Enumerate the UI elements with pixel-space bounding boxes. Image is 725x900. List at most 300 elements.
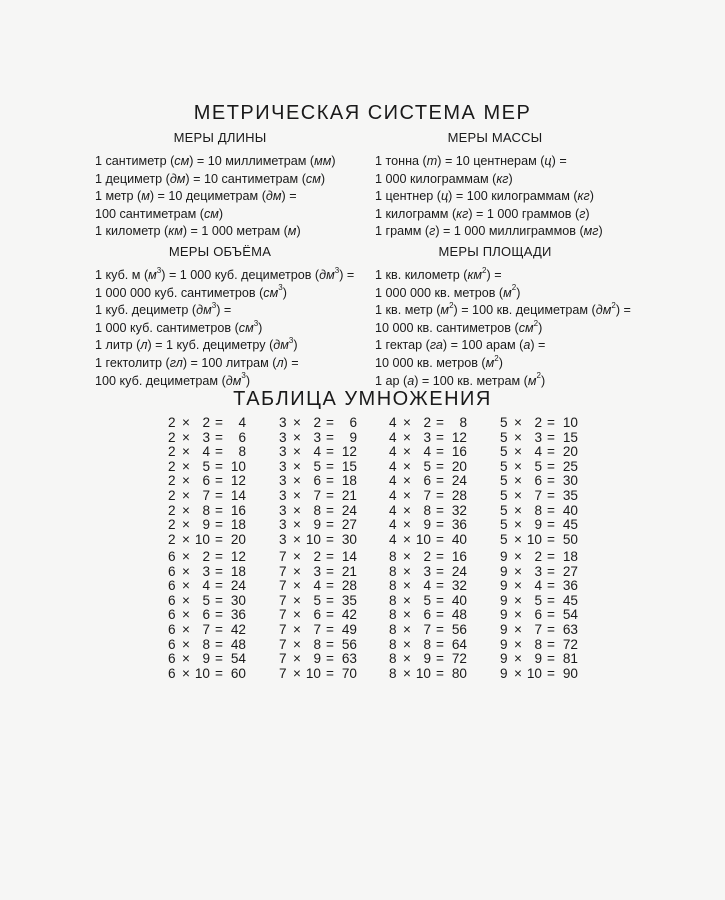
measure-line: 1 куб. м $(м^3) = 1$ 000 куб. дециметров $(дм^3)$ = bbox=[95, 265, 355, 282]
multiplier: 5 bbox=[313, 458, 321, 474]
equals-sign: = bbox=[547, 444, 555, 460]
equals-sign: = bbox=[547, 458, 555, 474]
equals-sign: = bbox=[436, 578, 444, 594]
operator: × bbox=[403, 429, 411, 445]
factor: 8 bbox=[389, 651, 397, 667]
product: 12 bbox=[230, 549, 246, 564]
multiplication-row bbox=[279, 594, 379, 609]
equals-sign: = bbox=[326, 531, 334, 547]
multiplier: 5 bbox=[313, 592, 321, 608]
measure-line: 1 куб. дециметр $(дм^3)$ = bbox=[95, 301, 232, 318]
operator: × bbox=[403, 444, 411, 460]
equals-sign: = bbox=[436, 473, 444, 489]
operator: × bbox=[514, 487, 522, 503]
equals-sign: = bbox=[215, 487, 223, 503]
section-heading: МЕРЫ МАССЫ bbox=[447, 130, 543, 145]
product: 63 bbox=[341, 651, 357, 667]
factor: 8 bbox=[389, 636, 397, 652]
multiplication-block-7 bbox=[279, 550, 379, 681]
operator: × bbox=[403, 531, 411, 547]
operator: × bbox=[403, 502, 411, 518]
operator: × bbox=[182, 665, 190, 681]
equals-sign: = bbox=[547, 531, 555, 547]
section-lines bbox=[95, 267, 385, 390]
factor: 8 bbox=[389, 578, 397, 594]
operator: × bbox=[293, 473, 301, 489]
multiplication-row bbox=[279, 445, 379, 460]
operator: × bbox=[403, 636, 411, 652]
multiplication-row bbox=[168, 518, 268, 533]
equals-sign: = bbox=[326, 636, 334, 652]
multiplication-row bbox=[279, 460, 379, 475]
operator: × bbox=[182, 444, 190, 460]
multiplier: 9 bbox=[202, 517, 210, 533]
multiplication-row bbox=[500, 489, 600, 504]
operator: × bbox=[293, 651, 301, 667]
product: 16 bbox=[451, 444, 467, 460]
section-heading: МЕРЫ ОБЪЁМА bbox=[168, 244, 272, 259]
multiplication-row bbox=[389, 565, 489, 580]
factor: 3 bbox=[279, 415, 287, 430]
multiplication-row bbox=[389, 489, 489, 504]
product: 18 bbox=[341, 473, 357, 489]
product: 21 bbox=[341, 487, 357, 503]
multiplication-row bbox=[389, 638, 489, 653]
product: 35 bbox=[562, 487, 578, 503]
operator: × bbox=[182, 415, 190, 430]
factor: 2 bbox=[168, 531, 176, 547]
factor: 4 bbox=[389, 415, 397, 430]
product: 48 bbox=[451, 607, 467, 623]
operator: × bbox=[182, 473, 190, 489]
factor: 8 bbox=[389, 621, 397, 637]
multiplication-row bbox=[500, 667, 600, 682]
product: 24 bbox=[230, 578, 246, 594]
factor: 9 bbox=[500, 636, 508, 652]
measure-line: 1 000 000 кв. метров $(м^2)$ bbox=[375, 283, 521, 300]
factor: 4 bbox=[389, 531, 397, 547]
operator: × bbox=[293, 592, 301, 608]
operator: × bbox=[182, 549, 190, 564]
equals-sign: = bbox=[547, 578, 555, 594]
multiplier: 7 bbox=[423, 621, 431, 637]
factor: 7 bbox=[279, 651, 287, 667]
equals-sign: = bbox=[547, 563, 555, 579]
multiplication-row bbox=[500, 652, 600, 667]
factor: 5 bbox=[500, 502, 508, 518]
operator: × bbox=[403, 563, 411, 579]
operator: × bbox=[403, 607, 411, 623]
product: 18 bbox=[230, 517, 246, 533]
equals-sign: = bbox=[326, 473, 334, 489]
operator: × bbox=[293, 621, 301, 637]
operator: × bbox=[403, 651, 411, 667]
factor: 7 bbox=[279, 636, 287, 652]
product: 35 bbox=[341, 592, 357, 608]
multiplier: 6 bbox=[202, 607, 210, 623]
multiplier: 6 bbox=[313, 607, 321, 623]
multiplication-row bbox=[389, 608, 489, 623]
factor: 5 bbox=[500, 444, 508, 460]
multiplier: 3 bbox=[534, 563, 542, 579]
factor: 6 bbox=[168, 665, 176, 681]
measure-line: 1 000 килограммам (кг) bbox=[375, 171, 513, 186]
operator: × bbox=[514, 444, 522, 460]
multiplication-row bbox=[389, 623, 489, 638]
factor: 3 bbox=[279, 531, 287, 547]
product: 42 bbox=[341, 607, 357, 623]
measure-line: 1 сантиметр (см) = 10 миллиметрам (мм) bbox=[95, 154, 336, 168]
product: 15 bbox=[562, 429, 578, 445]
factor: 2 bbox=[168, 517, 176, 533]
product: 70 bbox=[341, 665, 357, 681]
multiplier: 4 bbox=[202, 444, 210, 460]
product: 32 bbox=[451, 502, 467, 518]
factor: 3 bbox=[279, 458, 287, 474]
factor: 5 bbox=[500, 429, 508, 445]
product: 9 bbox=[349, 429, 357, 445]
multiplier: 2 bbox=[534, 415, 542, 430]
multiplication-row bbox=[168, 667, 268, 682]
multiplication-row bbox=[500, 431, 600, 446]
multiplication-block-5 bbox=[500, 416, 600, 547]
operator: × bbox=[403, 487, 411, 503]
operator: × bbox=[293, 578, 301, 594]
factor: 7 bbox=[279, 578, 287, 594]
equals-sign: = bbox=[215, 502, 223, 518]
multiplier: 8 bbox=[423, 502, 431, 518]
operator: × bbox=[293, 563, 301, 579]
multiplication-row bbox=[279, 565, 379, 580]
equals-sign: = bbox=[436, 651, 444, 667]
operator: × bbox=[514, 607, 522, 623]
operator: × bbox=[182, 578, 190, 594]
equals-sign: = bbox=[547, 429, 555, 445]
operator: × bbox=[514, 549, 522, 564]
multiplication-row bbox=[279, 608, 379, 623]
multiplication-row bbox=[500, 504, 600, 519]
operator: × bbox=[514, 621, 522, 637]
multiplier: 8 bbox=[313, 636, 321, 652]
operator: × bbox=[403, 549, 411, 564]
factor: 8 bbox=[389, 592, 397, 608]
multiplication-block-9 bbox=[500, 550, 600, 681]
factor: 9 bbox=[500, 578, 508, 594]
equals-sign: = bbox=[215, 517, 223, 533]
product: 40 bbox=[451, 531, 467, 547]
operator: × bbox=[182, 563, 190, 579]
equals-sign: = bbox=[215, 531, 223, 547]
factor: 9 bbox=[500, 592, 508, 608]
section-mass-measures bbox=[375, 130, 665, 241]
factor: 4 bbox=[389, 487, 397, 503]
product: 72 bbox=[451, 651, 467, 667]
product: 36 bbox=[451, 517, 467, 533]
multiplier: 9 bbox=[534, 517, 542, 533]
operator: × bbox=[293, 415, 301, 430]
factor: 6 bbox=[168, 621, 176, 637]
multiplication-row bbox=[500, 623, 600, 638]
factor: 2 bbox=[168, 502, 176, 518]
operator: × bbox=[403, 458, 411, 474]
operator: × bbox=[403, 473, 411, 489]
section-lines bbox=[375, 153, 665, 241]
multiplier: 3 bbox=[313, 429, 321, 445]
multiplication-row bbox=[500, 608, 600, 623]
multiplication-row bbox=[168, 504, 268, 519]
factor: 4 bbox=[389, 473, 397, 489]
operator: × bbox=[403, 517, 411, 533]
multiplier: 5 bbox=[534, 592, 542, 608]
product: 12 bbox=[341, 444, 357, 460]
equals-sign: = bbox=[436, 563, 444, 579]
multiplication-row bbox=[389, 594, 489, 609]
equals-sign: = bbox=[547, 607, 555, 623]
multiplication-row bbox=[500, 594, 600, 609]
product: 36 bbox=[562, 578, 578, 594]
equals-sign: = bbox=[215, 563, 223, 579]
measure-line: 1 гектолитр (гл) = 100 литрам (л) = bbox=[95, 355, 299, 370]
operator: × bbox=[182, 502, 190, 518]
multiplication-row bbox=[168, 608, 268, 623]
operator: × bbox=[293, 517, 301, 533]
operator: × bbox=[293, 458, 301, 474]
factor: 4 bbox=[389, 502, 397, 518]
equals-sign: = bbox=[436, 517, 444, 533]
factor: 9 bbox=[500, 665, 508, 681]
operator: × bbox=[293, 549, 301, 564]
product: 21 bbox=[341, 563, 357, 579]
factor: 4 bbox=[389, 444, 397, 460]
operator: × bbox=[182, 636, 190, 652]
equals-sign: = bbox=[547, 665, 555, 681]
factor: 8 bbox=[389, 607, 397, 623]
multiplication-row bbox=[389, 504, 489, 519]
operator: × bbox=[403, 415, 411, 430]
equals-sign: = bbox=[326, 517, 334, 533]
product: 10 bbox=[230, 458, 246, 474]
operator: × bbox=[182, 487, 190, 503]
product: 36 bbox=[230, 607, 246, 623]
factor: 7 bbox=[279, 665, 287, 681]
multiplier: 10 bbox=[194, 531, 210, 547]
factor: 8 bbox=[389, 563, 397, 579]
equals-sign: = bbox=[547, 549, 555, 564]
multiplier: 4 bbox=[423, 444, 431, 460]
section-lines bbox=[95, 153, 385, 241]
measure-line: 10 000 кв. сантиметров $(см^2)$ bbox=[375, 318, 543, 335]
factor: 4 bbox=[389, 429, 397, 445]
equals-sign: = bbox=[436, 487, 444, 503]
operator: × bbox=[293, 487, 301, 503]
operator: × bbox=[514, 651, 522, 667]
operator: × bbox=[293, 665, 301, 681]
product: 30 bbox=[341, 531, 357, 547]
product: 30 bbox=[230, 592, 246, 608]
equals-sign: = bbox=[326, 502, 334, 518]
factor: 7 bbox=[279, 621, 287, 637]
factor: 3 bbox=[279, 517, 287, 533]
multiplier: 4 bbox=[423, 578, 431, 594]
multiplier: 7 bbox=[423, 487, 431, 503]
product: 42 bbox=[230, 621, 246, 637]
factor: 2 bbox=[168, 487, 176, 503]
equals-sign: = bbox=[436, 502, 444, 518]
multiplier: 6 bbox=[423, 473, 431, 489]
product: 8 bbox=[238, 444, 246, 460]
product: 49 bbox=[341, 621, 357, 637]
factor: 2 bbox=[168, 444, 176, 460]
equals-sign: = bbox=[547, 651, 555, 667]
factor: 8 bbox=[389, 665, 397, 681]
operator: × bbox=[514, 502, 522, 518]
section-area-measures bbox=[375, 244, 665, 390]
operator: × bbox=[514, 458, 522, 474]
multiplier: 8 bbox=[423, 636, 431, 652]
product: 64 bbox=[451, 636, 467, 652]
product: 6 bbox=[238, 429, 246, 445]
section-length-measures bbox=[95, 130, 385, 241]
multiplication-row bbox=[500, 445, 600, 460]
factor: 2 bbox=[168, 458, 176, 474]
equals-sign: = bbox=[326, 651, 334, 667]
multiplication-row bbox=[389, 474, 489, 489]
measure-line: 1 килограмм (кг) = 1 000 граммов (г) bbox=[375, 206, 590, 221]
product: 90 bbox=[562, 665, 578, 681]
factor: 2 bbox=[168, 415, 176, 430]
product: 24 bbox=[451, 563, 467, 579]
equals-sign: = bbox=[326, 665, 334, 681]
product: 24 bbox=[451, 473, 467, 489]
multiplication-row bbox=[168, 474, 268, 489]
equals-sign: = bbox=[326, 578, 334, 594]
multiplication-row bbox=[279, 667, 379, 682]
factor: 3 bbox=[279, 487, 287, 503]
multiplication-row bbox=[500, 565, 600, 580]
product: 16 bbox=[230, 502, 246, 518]
measure-line: 1 000 000 куб. сантиметров $(см^3)$ bbox=[95, 283, 287, 300]
equals-sign: = bbox=[326, 563, 334, 579]
multiplication-row bbox=[389, 445, 489, 460]
factor: 6 bbox=[168, 651, 176, 667]
measure-line: 1 метр (м) = 10 дециметрам (дм) = bbox=[95, 189, 297, 204]
multiplication-row bbox=[500, 460, 600, 475]
factor: 7 bbox=[279, 549, 287, 564]
equals-sign: = bbox=[547, 415, 555, 430]
multiplication-row bbox=[168, 550, 268, 565]
multiplication-block-6 bbox=[168, 550, 268, 681]
multiplication-row bbox=[389, 518, 489, 533]
multiplier: 3 bbox=[202, 429, 210, 445]
multiplication-row bbox=[500, 518, 600, 533]
factor: 8 bbox=[389, 549, 397, 564]
factor: 7 bbox=[279, 592, 287, 608]
equals-sign: = bbox=[215, 665, 223, 681]
multiplier: 10 bbox=[305, 531, 321, 547]
operator: × bbox=[514, 665, 522, 681]
measure-line: 1 ар (а) = 100 кв. метрам $(м^2)$ bbox=[375, 371, 546, 388]
measure-line: 1 дециметр (дм) = 10 сантиметрам (см) bbox=[95, 171, 326, 186]
operator: × bbox=[293, 444, 301, 460]
multiplication-row bbox=[500, 579, 600, 594]
multiplication-row bbox=[168, 565, 268, 580]
equals-sign: = bbox=[215, 429, 223, 445]
product: 12 bbox=[230, 473, 246, 489]
product: 72 bbox=[562, 636, 578, 652]
section-lines bbox=[375, 267, 665, 390]
equals-sign: = bbox=[326, 458, 334, 474]
multiplier: 5 bbox=[202, 458, 210, 474]
product: 4 bbox=[238, 415, 246, 430]
equals-sign: = bbox=[547, 517, 555, 533]
equals-sign: = bbox=[215, 578, 223, 594]
equals-sign: = bbox=[215, 607, 223, 623]
equals-sign: = bbox=[547, 487, 555, 503]
multiplier: 3 bbox=[423, 429, 431, 445]
multiplier: 2 bbox=[313, 415, 321, 430]
multiplier: 5 bbox=[202, 592, 210, 608]
equals-sign: = bbox=[215, 549, 223, 564]
factor: 3 bbox=[279, 502, 287, 518]
operator: × bbox=[182, 607, 190, 623]
factor: 6 bbox=[168, 563, 176, 579]
operator: × bbox=[514, 415, 522, 430]
equals-sign: = bbox=[326, 549, 334, 564]
factor: 5 bbox=[500, 473, 508, 489]
multiplier: 9 bbox=[534, 651, 542, 667]
multiplication-row bbox=[168, 460, 268, 475]
factor: 5 bbox=[500, 487, 508, 503]
factor: 6 bbox=[168, 607, 176, 623]
multiplier: 3 bbox=[313, 563, 321, 579]
equals-sign: = bbox=[547, 636, 555, 652]
multiplication-row bbox=[389, 550, 489, 565]
product: 20 bbox=[562, 444, 578, 460]
factor: 9 bbox=[500, 549, 508, 564]
section-heading: МЕРЫ ДЛИНЫ bbox=[173, 130, 267, 145]
product: 63 bbox=[562, 621, 578, 637]
multiplier: 9 bbox=[202, 651, 210, 667]
operator: × bbox=[514, 578, 522, 594]
product: 20 bbox=[451, 458, 467, 474]
equals-sign: = bbox=[436, 429, 444, 445]
operator: × bbox=[293, 531, 301, 547]
equals-sign: = bbox=[215, 415, 223, 430]
multiplication-row bbox=[389, 431, 489, 446]
multiplier: 4 bbox=[313, 578, 321, 594]
product: 54 bbox=[230, 651, 246, 667]
multiplier: 5 bbox=[423, 592, 431, 608]
factor: 9 bbox=[500, 563, 508, 579]
multiplication-row bbox=[389, 533, 489, 548]
multiplier: 8 bbox=[313, 502, 321, 518]
multiplier: 10 bbox=[415, 665, 431, 681]
product: 40 bbox=[451, 592, 467, 608]
multiplier: 7 bbox=[313, 487, 321, 503]
multiplication-row bbox=[168, 533, 268, 548]
multiplier: 6 bbox=[534, 473, 542, 489]
product: 40 bbox=[562, 502, 578, 518]
factor: 6 bbox=[168, 578, 176, 594]
factor: 2 bbox=[168, 473, 176, 489]
multiplier: 6 bbox=[423, 607, 431, 623]
multiplication-row bbox=[168, 623, 268, 638]
multiplier: 9 bbox=[423, 651, 431, 667]
operator: × bbox=[403, 592, 411, 608]
multiplier: 5 bbox=[534, 458, 542, 474]
measure-line: 1 грамм (г) = 1 000 миллиграммов (мг) bbox=[375, 224, 603, 239]
multiplier: 10 bbox=[526, 531, 542, 547]
